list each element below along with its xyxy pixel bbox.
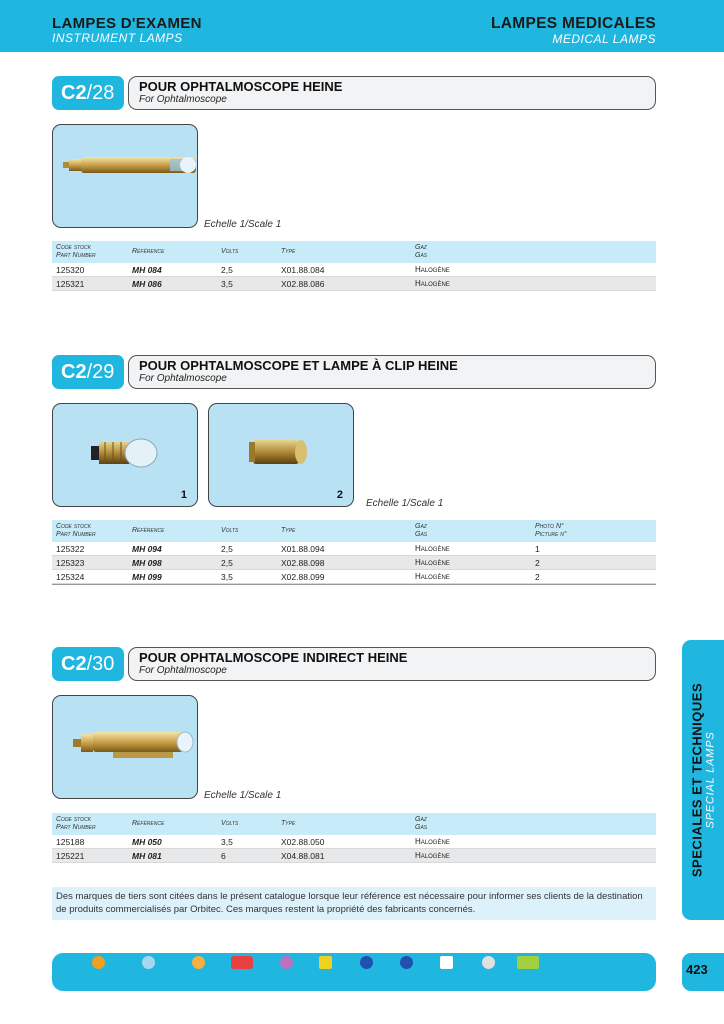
blue-light-icon <box>120 956 176 980</box>
col-reference: Référence <box>132 820 165 827</box>
table-row: 125188 MH 050 3,5 X02.88.050 Halogène <box>52 835 656 849</box>
col-reference: Référence <box>132 527 165 534</box>
table-header <box>52 813 656 835</box>
section-title-box <box>128 355 656 389</box>
col-type: Type <box>281 248 296 255</box>
side-category-tab <box>682 640 724 920</box>
col-code: Code stock Part Number <box>56 523 96 538</box>
section-code: C2/30 <box>52 647 124 681</box>
table-c2-28 <box>52 241 656 291</box>
screw-base-lamp-image <box>53 404 198 507</box>
header-left <box>52 15 202 45</box>
table-c2-29 <box>52 520 656 585</box>
section-title-en: For Ophtalmoscope <box>139 373 227 384</box>
section-banner <box>52 647 656 683</box>
section-title-fr: POUR OPHTALMOSCOPE INDIRECT HEINE <box>139 650 408 665</box>
recycle-icon <box>500 956 556 980</box>
table-c2-30 <box>52 813 656 863</box>
section-title-box <box>128 647 656 681</box>
section-c2-30 <box>52 647 656 683</box>
col-type: Type <box>281 820 296 827</box>
product-photo-1 <box>52 403 198 507</box>
col-code: Code stock Part Number <box>56 816 96 831</box>
side-tab-en: SPECIAL LAMPS <box>704 731 717 829</box>
product-photo-lamp-mh084 <box>52 124 198 228</box>
section-c2-28 <box>52 76 656 112</box>
section-banner <box>52 355 656 391</box>
side-tab-text <box>690 683 717 877</box>
col-type: Type <box>281 527 296 534</box>
halogen-lamp-image <box>53 125 198 228</box>
col-photo: Photo N° Picture n° <box>535 523 567 538</box>
table-row: 125323 MH 098 2,5 X02.88.098 Halogène 2 <box>52 556 656 570</box>
side-tab-fr: SPECIALES ET TECHNIQUES <box>689 682 705 878</box>
product-photo-2 <box>208 403 354 507</box>
col-volts: Volts <box>221 820 239 827</box>
col-reference: Référence <box>132 248 165 255</box>
col-gaz: Gaz Gas <box>415 244 428 259</box>
table-row: 125324 MH 099 3,5 X02.88.099 Halogène 2 <box>52 570 656 584</box>
product-photo-lamp-mh050 <box>52 695 198 799</box>
table-row: 125320 MH 084 2,5 X01.88.084 Halogène <box>52 263 656 277</box>
col-volts: Volts <box>221 527 239 534</box>
header-category-fr: LAMPES D'EXAMEN <box>52 15 202 32</box>
header-section-fr: LAMPES MEDICALES <box>491 15 656 32</box>
section-title-fr: POUR OPHTALMOSCOPE HEINE <box>139 79 343 94</box>
sun-icon <box>70 956 126 980</box>
section-code: C2/28 <box>52 76 124 110</box>
photo-number: 1 <box>180 489 187 501</box>
table-header <box>52 241 656 263</box>
col-gaz: Gaz Gas <box>415 816 428 831</box>
header-section-en: MEDICAL LAMPS <box>552 32 656 46</box>
section-title-fr: POUR OPHTALMOSCOPE ET LAMPE À CLIP HEINE <box>139 358 458 373</box>
header-right <box>491 15 656 46</box>
trademark-notice: Des marques de tiers sont citées dans le présent catalogue lorsque leur référence est nécessaire pour informer ses clients de la destination de produits commercialisés par Orbitec. Ces marques restent la propriété des fabricants concernés. <box>52 887 656 920</box>
section-title-en: For Ophtalmoscope <box>139 665 227 676</box>
col-volts: Volts <box>221 248 239 255</box>
table-row: 125221 MH 081 6 X04.88.081 Halogène <box>52 849 656 863</box>
table-row: 125321 MH 086 3,5 X02.88.086 Halogène <box>52 277 656 291</box>
section-title-en: For Ophtalmoscope <box>139 94 227 105</box>
scale-label: Echelle 1/Scale 1 <box>204 790 282 801</box>
indirect-lamp-image <box>53 696 198 799</box>
section-title-box <box>128 76 656 110</box>
scale-label: Echelle 1/Scale 1 <box>366 498 444 509</box>
page-number: 423 <box>686 962 708 977</box>
footer-icon-bar <box>52 953 656 991</box>
section-banner <box>52 76 656 112</box>
section-c2-29 <box>52 355 656 391</box>
table-header <box>52 520 656 542</box>
scale-label: Echelle 1/Scale 1 <box>204 219 282 230</box>
table-row: 125322 MH 094 2,5 X01.88.094 Halogène 1 <box>52 542 656 556</box>
header-category-en: INSTRUMENT LAMPS <box>52 31 183 45</box>
clip-lamp-image <box>209 404 354 507</box>
col-code: Code stock Part Number <box>56 244 96 259</box>
section-code: C2/29 <box>52 355 124 389</box>
page-header <box>0 0 724 52</box>
photo-number: 2 <box>336 489 343 501</box>
col-gaz: Gaz Gas <box>415 523 428 538</box>
